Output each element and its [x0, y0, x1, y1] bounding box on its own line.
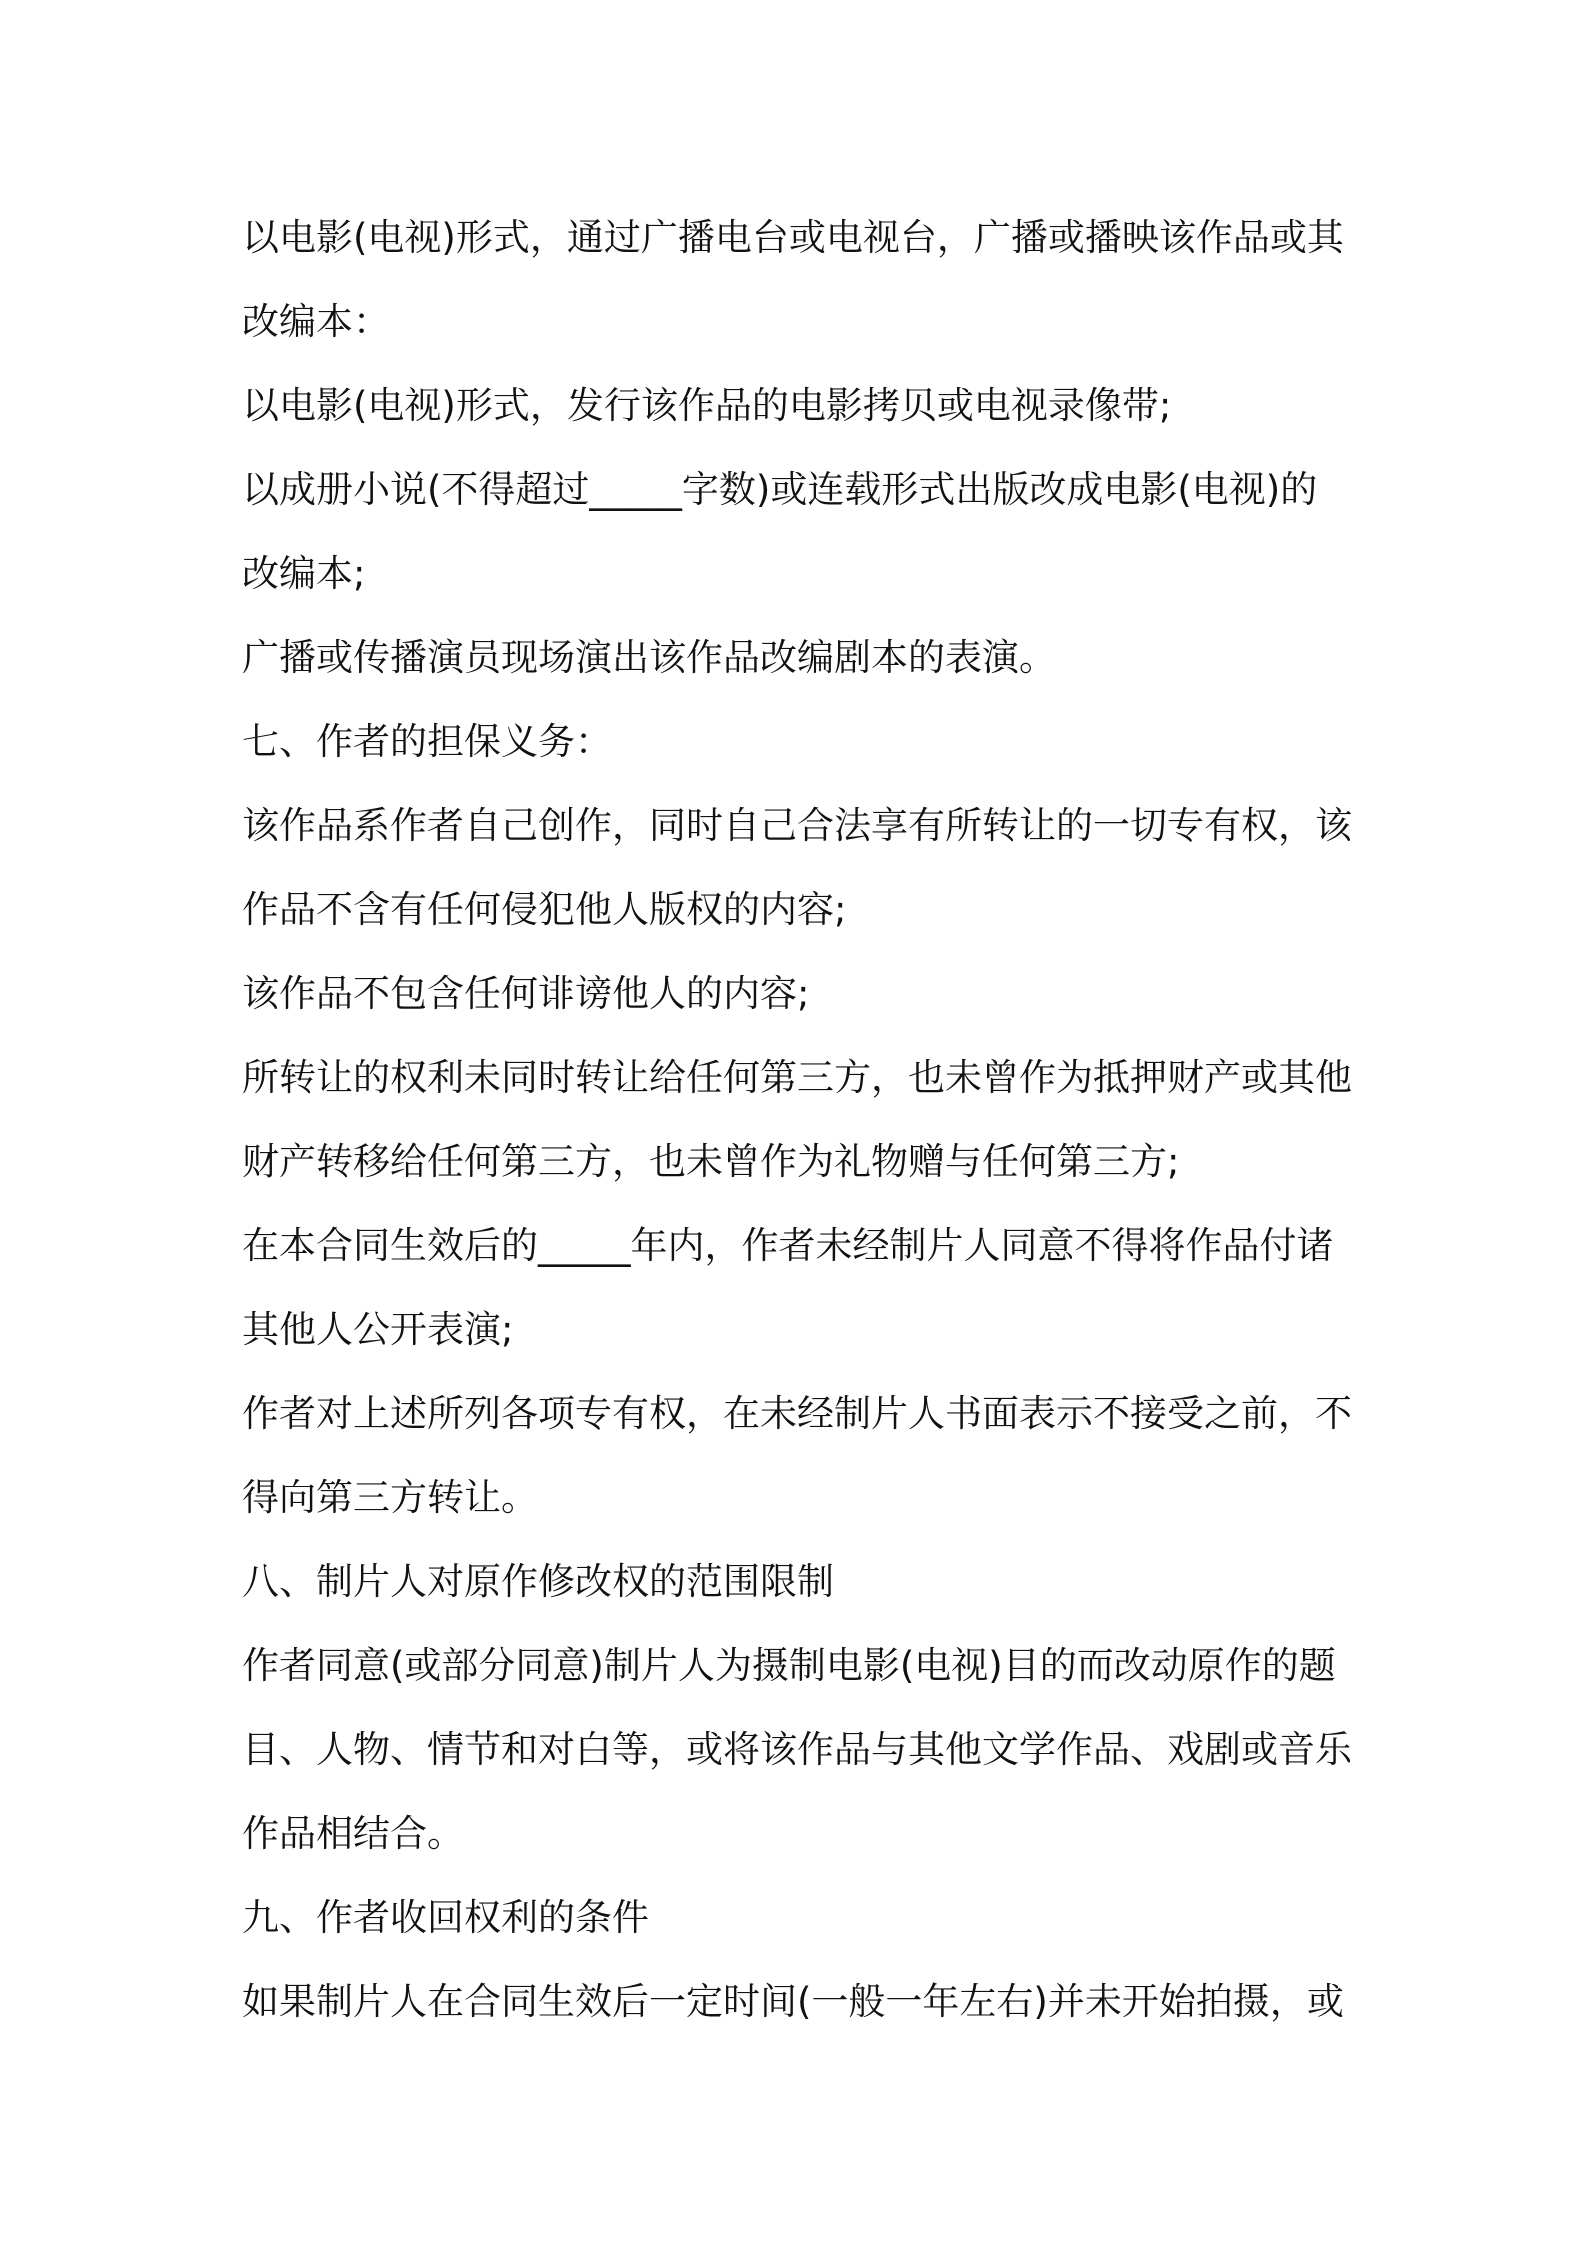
text-line: 广播或传播演员现场演出该作品改编剧本的表演。	[242, 636, 1056, 679]
text-line: 其他人公开表演;	[242, 1308, 514, 1351]
text-line: 在本合同生效后的_____年内，作者未经制片人同意不得将作品付诸	[242, 1224, 1334, 1267]
text-line: 以成册小说(不得超过_____字数)或连载形式出版改成电影(电视)的	[242, 468, 1318, 511]
text-line: 以电影(电视)形式，通过广播电台或电视台，广播或播映该作品或其	[242, 216, 1344, 259]
text-line: 作者对上述所列各项专有权，在未经制片人书面表示不接受之前，不	[242, 1392, 1352, 1435]
text-line: 改编本：	[242, 300, 390, 343]
section-heading-9: 九、作者收回权利的条件	[242, 1896, 649, 1939]
text-line: 所转让的权利未同时转让给任何第三方，也未曾作为抵押财产或其他	[242, 1056, 1352, 1099]
document-body	[242, 196, 1362, 2044]
text-line: 作品不含有任何侵犯他人版权的内容;	[242, 888, 847, 931]
text-line: 得向第三方转让。	[242, 1476, 538, 1519]
text-line: 财产转移给任何第三方，也未曾作为礼物赠与任何第三方;	[242, 1140, 1180, 1183]
text-line: 目、人物、情节和对白等，或将该作品与其他文学作品、戏剧或音乐	[242, 1728, 1352, 1771]
text-line: 如果制片人在合同生效后一定时间(一般一年左右)并未开始拍摄，或	[242, 1980, 1344, 2023]
text-line: 该作品系作者自己创作，同时自己合法享有所转让的一切专有权，该	[242, 804, 1352, 847]
text-line: 改编本;	[242, 552, 366, 595]
text-line: 该作品不包含任何诽谤他人的内容;	[242, 972, 810, 1015]
text-line: 以电影(电视)形式，发行该作品的电影拷贝或电视录像带;	[242, 384, 1172, 427]
text-line: 作者同意(或部分同意)制片人为摄制电影(电视)目的而改动原作的题	[242, 1644, 1336, 1687]
section-heading-8: 八、制片人对原作修改权的范围限制	[242, 1560, 834, 1603]
section-heading-7: 七、作者的担保义务：	[242, 720, 612, 763]
text-line: 作品相结合。	[242, 1812, 464, 1855]
